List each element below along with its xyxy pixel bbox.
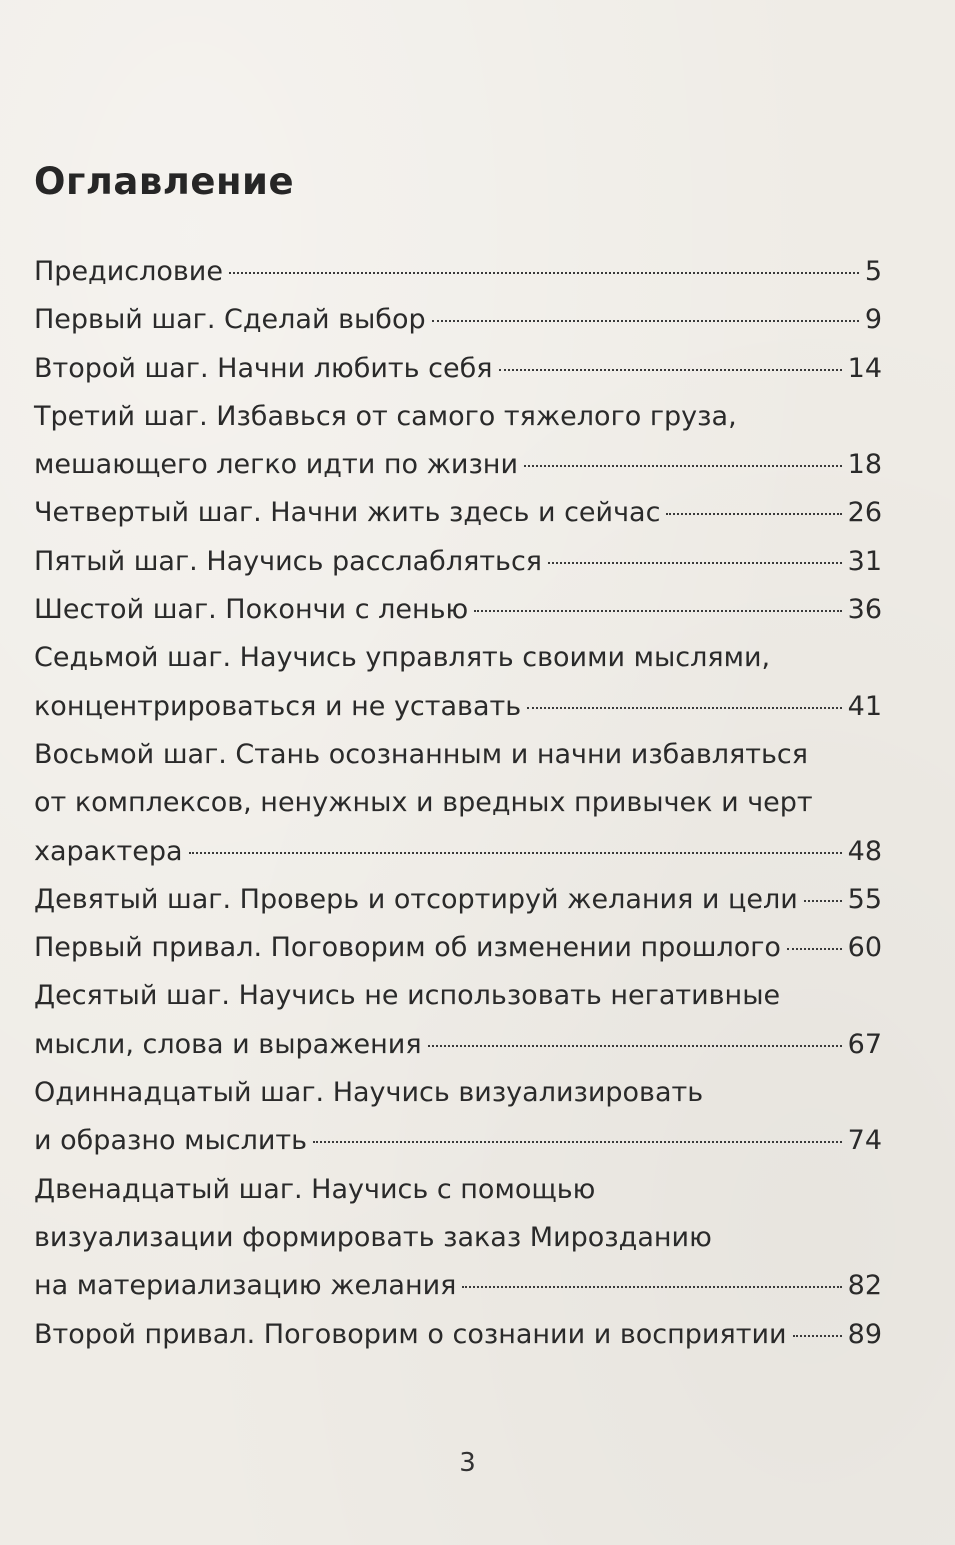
- toc-entry-text: Первый шаг. Сделай выбор: [34, 304, 426, 336]
- toc-entry-page: 67: [847, 1028, 882, 1060]
- toc-entry-text: Одиннадцатый шаг. Научись визуализировать: [34, 1077, 704, 1109]
- dot-leader: [804, 900, 842, 902]
- toc-entry-page: 26: [847, 497, 882, 529]
- dot-leader: [432, 320, 859, 322]
- toc-entry: [34, 538, 882, 586]
- toc-entry-last-line: [34, 924, 882, 972]
- dot-leader: [524, 465, 842, 467]
- toc-entry-last-line: [34, 683, 882, 731]
- toc-entry-text: Предисловие: [34, 256, 223, 287]
- toc-entry-page: 9: [864, 304, 882, 336]
- toc-entry-text: мысли, слова и выражения: [34, 1028, 422, 1060]
- toc-entry-last-line: [34, 586, 882, 634]
- toc-entry: [34, 1166, 882, 1311]
- toc-entry-page: 31: [847, 545, 882, 577]
- dot-leader: [229, 272, 859, 274]
- toc-entry-page: 55: [847, 883, 882, 915]
- toc-entry-page: 41: [847, 690, 882, 722]
- toc-entry: [34, 924, 882, 972]
- toc-entry-last-line: [34, 296, 882, 344]
- toc-entry-text: Восьмой шаг. Стань осознанным и начни избавляться: [34, 738, 809, 770]
- toc-entry-text: Двенадцатый шаг. Научись с помощью: [34, 1173, 596, 1205]
- dot-leader: [462, 1286, 841, 1288]
- toc-entry-page: 14: [847, 352, 882, 384]
- dot-leader: [527, 707, 842, 709]
- toc-entry: [34, 586, 882, 634]
- toc-title: Оглавление: [34, 160, 295, 203]
- toc-entry: [34, 393, 882, 490]
- toc-entry: [34, 876, 882, 924]
- toc-entry: [34, 248, 882, 296]
- toc-entry: [34, 296, 882, 344]
- toc-entry-last-line: [34, 345, 882, 393]
- toc-entry: [34, 345, 882, 393]
- toc-entry-text: от комплексов, ненужных и вредных привычек и черт: [34, 787, 813, 819]
- dot-leader: [548, 562, 842, 564]
- toc-entry-text: визуализации формировать заказ Мирозданию: [34, 1221, 712, 1253]
- toc-entry-last-line: [34, 1262, 882, 1310]
- dot-leader: [313, 1141, 842, 1143]
- toc-entry-page: 18: [847, 449, 882, 481]
- toc-entry-page: 60: [847, 932, 882, 964]
- dot-leader: [499, 369, 842, 371]
- toc-entry-text: Седьмой шаг. Научись управлять своими мыслями,: [34, 642, 771, 674]
- toc-entry: [34, 731, 882, 876]
- toc-entry-last-line: [34, 1021, 882, 1069]
- toc-entry-last-line: [34, 828, 882, 876]
- toc-entry-text: Второй шаг. Начни любить себя: [34, 352, 493, 384]
- toc-entry: [34, 634, 882, 731]
- toc-entry-text: Четвертый шаг. Начни жить здесь и сейчас: [34, 497, 661, 529]
- toc-entry-last-line: [34, 1311, 882, 1359]
- toc-entry-page: 5: [864, 256, 882, 287]
- toc-entry-text: Третий шаг. Избавься от самого тяжелого груза,: [34, 400, 737, 432]
- toc-entry: [34, 1069, 882, 1166]
- toc-entry-last-line: [34, 876, 882, 924]
- toc-entry-text: Шестой шаг. Покончи с ленью: [34, 594, 469, 626]
- toc-entry-text: мешающего легко идти по жизни: [34, 449, 519, 481]
- toc-entry: [34, 489, 882, 537]
- toc-list: [34, 248, 882, 1359]
- dot-leader: [474, 610, 841, 612]
- toc-entry-last-line: [34, 538, 882, 586]
- toc-entry-text: Девятый шаг. Проверь и отсортируй желания и цели: [34, 883, 798, 915]
- page-number: 3: [459, 1448, 476, 1478]
- toc-entry-last-line: [34, 248, 882, 296]
- toc-entry-text: концентрироваться и не уставать: [34, 690, 522, 722]
- toc-entry-page: 36: [847, 594, 882, 626]
- toc-entry-text: Первый привал. Поговорим об изменении прошлого: [34, 932, 781, 964]
- toc-entry-text: Пятый шаг. Научись расслабляться: [34, 545, 543, 577]
- toc-entry-last-line: [34, 489, 882, 537]
- toc-entry-page: 74: [847, 1125, 882, 1157]
- toc-entry-text: Второй привал. Поговорим о сознании и восприятии: [34, 1318, 787, 1350]
- dot-leader: [666, 513, 841, 515]
- toc-entry-text: характера: [34, 835, 183, 867]
- toc-entry-page: 48: [847, 835, 882, 867]
- toc-entry-text: и образно мыслить: [34, 1125, 308, 1157]
- toc-entry: [34, 972, 882, 1069]
- toc-entry-last-line: [34, 1117, 882, 1165]
- dot-leader: [428, 1045, 842, 1047]
- toc-entry-last-line: [34, 441, 882, 489]
- dot-leader: [793, 1335, 842, 1337]
- toc-entry: [34, 1311, 882, 1359]
- toc-entry-page: 82: [847, 1270, 882, 1302]
- toc-entry-text: на материализацию желания: [34, 1270, 457, 1302]
- dot-leader: [787, 948, 842, 950]
- toc-entry-page: 89: [847, 1318, 882, 1350]
- toc-entry-text: Десятый шаг. Научись не использовать негативные: [34, 980, 781, 1012]
- dot-leader: [189, 852, 842, 854]
